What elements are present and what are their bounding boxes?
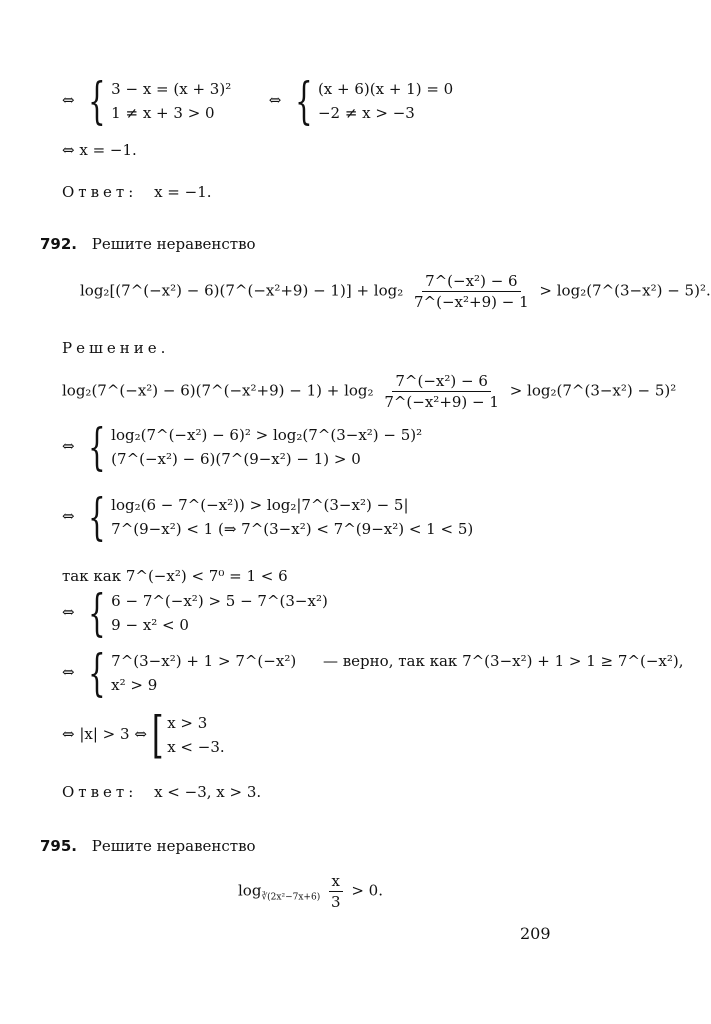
solution-label-text: Решение. — [62, 339, 170, 357]
step-5: ⇔ { 7^(3−x²) + 1 > 7^(−x²) — верно, так как 7^(3−x²) + 1 > 1 ≥ 7^(−x²), x² > 9 — [62, 644, 684, 702]
system-1: { 3 − x = (x + 3)² 1 ≠ x + 3 > 0 — [88, 72, 232, 130]
problem-795-heading — [40, 836, 256, 856]
fraction-denominator: 7^(−x²+9) − 1 — [384, 393, 499, 411]
system-1-row-1: 3 − x = (x + 3)² — [111, 80, 232, 98]
page-number: 209 — [520, 924, 551, 943]
problem-statement: Решите неравенство — [91, 235, 256, 253]
step-6-row-1: x > 3 — [167, 714, 208, 732]
problem-number: 795. — [40, 837, 78, 855]
fraction-numerator: 7^(−x²) − 6 — [392, 372, 491, 392]
step-4: ⇔ { 6 − 7^(−x²) > 5 − 7^(3−x²) 9 − x² < 0 — [62, 584, 328, 642]
expr-left: log₂[(7^(−x²) − 6)(7^(−x²+9) − 1)] + log₂ — [80, 281, 404, 300]
problem-statement: Решите неравенство — [91, 837, 256, 855]
equiv-arrow: ⇔ — [62, 91, 75, 109]
answer-value: x < −3, x > 3. — [154, 783, 262, 801]
expr-right: > log₂(7^(3−x²) − 5)². — [539, 281, 711, 300]
expr-fraction — [411, 272, 532, 311]
problem-number: 792. — [40, 235, 78, 253]
step-3-row-1: log₂(6 − 7^(−x²)) > log₂|7^(3−x²) − 5| — [111, 496, 409, 514]
log-symbol: log — [238, 881, 262, 900]
since-note: так как 7^(−x²) < 7⁰ = 1 < 6 — [62, 567, 288, 585]
step-1 — [62, 372, 676, 411]
answer-792 — [62, 782, 261, 802]
step-6-row-2: x < −3. — [167, 738, 225, 756]
step-2-row-2: (7^(−x²) − 6)(7^(9−x²) − 1) > 0 — [111, 450, 361, 468]
step-5-note: — верно, так как 7^(3−x²) + 1 > 1 ≥ 7^(−x²), — [322, 652, 684, 670]
step-1-left: log₂(7^(−x²) − 6)(7^(−x²+9) − 1) + log₂ — [62, 381, 374, 400]
step-5-row-1-expr: 7^(3−x²) + 1 > 7^(−x²) — [111, 652, 297, 670]
step-1-fraction — [381, 372, 502, 411]
system-2-row-2: −2 ≠ x > −3 — [317, 104, 415, 122]
system-2: { (x + 6)(x + 1) = 0 −2 ≠ x > −3 — [295, 72, 454, 130]
step-3: ⇔ { log₂(6 − 7^(−x²)) > log₂|7^(3−x²) − 5| 7^(9−x²) < 1 (⇒ 7^(3−x²) < 7^(9−x²) < 1 < 5) — [62, 488, 474, 546]
step-4-row-2: 9 − x² < 0 — [111, 616, 189, 634]
answer-value: x = −1. — [154, 183, 212, 201]
system-1-row-2: 1 ≠ x + 3 > 0 — [111, 104, 215, 122]
answer-label: Ответ: — [62, 783, 138, 801]
step-1-right: > log₂(7^(3−x²) − 5)² — [509, 381, 677, 400]
step-3-row-2: 7^(9−x²) < 1 (⇒ 7^(3−x²) < 7^(9−x²) < 1 < 5) — [111, 520, 474, 538]
step-4-row-1: 6 − 7^(−x²) > 5 − 7^(3−x²) — [111, 592, 328, 610]
step-2-row-1: log₂(7^(−x²) − 6)² > log₂(7^(3−x²) − 5)² — [111, 426, 423, 444]
inequality-tail: > 0. — [351, 881, 383, 900]
problem-795-inequality — [238, 872, 383, 911]
log-base: ∛(2x²−7x+6) — [261, 892, 321, 903]
problem-792-inequality — [80, 272, 711, 311]
answer-1 — [62, 182, 212, 202]
problem-795-fraction — [328, 872, 344, 911]
step-6: ⇔ |x| > 3 ⇔ [ x > 3 x < −3. — [62, 706, 225, 764]
fraction-denominator: 7^(−x²+9) − 1 — [414, 293, 529, 311]
equiv-arrow: ⇔ — [268, 91, 282, 109]
fraction-numerator: 7^(−x²) − 6 — [422, 272, 521, 292]
top-systems — [62, 72, 454, 130]
solution-label — [62, 338, 169, 358]
step-2: ⇔ { log₂(7^(−x²) − 6)² > log₂(7^(3−x²) − 5)² (7^(−x²) − 6)(7^(9−x²) − 1) > 0 — [62, 418, 423, 476]
answer-label: Ответ: — [62, 183, 138, 201]
fraction-denominator: 3 — [331, 893, 341, 911]
system-2-row-1: (x + 6)(x + 1) = 0 — [317, 80, 454, 98]
equiv-result: ⇔ x = −1. — [62, 141, 137, 159]
step-5-row-1 — [111, 650, 683, 672]
fraction-numerator: x — [329, 872, 343, 892]
problem-792-heading — [40, 234, 256, 254]
step-5-row-2: x² > 9 — [111, 676, 158, 694]
step-6-left: ⇔ |x| > 3 ⇔ — [62, 725, 147, 743]
